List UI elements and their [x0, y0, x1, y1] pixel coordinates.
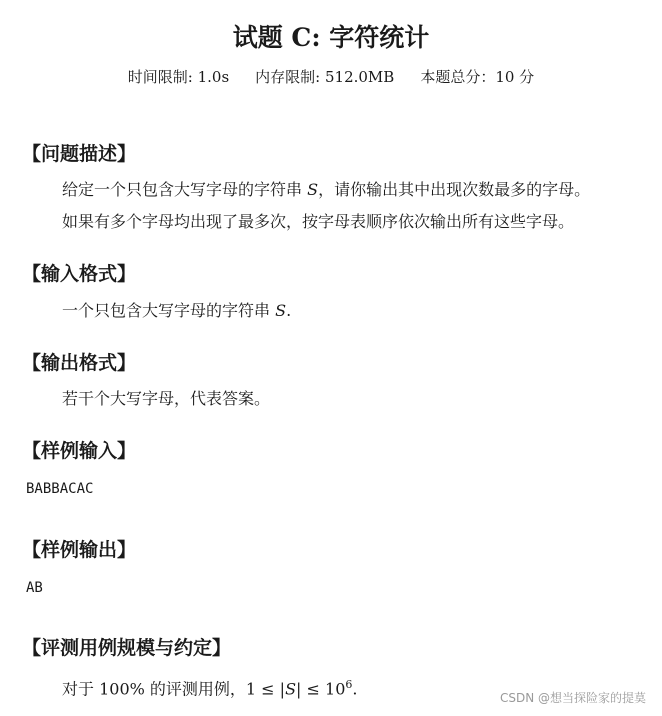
- problem-limits: [0, 66, 662, 88]
- variable-s: S: [307, 180, 319, 199]
- exponent: 6: [345, 678, 353, 691]
- total-score: 本题总分：10 分: [420, 68, 535, 86]
- variable-s: S: [275, 301, 287, 320]
- output-format-heading: 【输出格式】: [22, 352, 137, 374]
- sample-output-heading: 【样例输出】: [22, 539, 137, 561]
- sample-output-value: AB: [26, 580, 43, 596]
- description-line-2: 如果有多个字母均出现了最多次，按字母表顺序依次输出所有这些字母。: [62, 212, 575, 231]
- constraints-text: 对于 100% 的评测用例，$1 \le |S| \le 10^6$.: [62, 678, 358, 699]
- sample-input-value: BABBACAC: [26, 481, 94, 497]
- sample-input-heading: 【样例输入】: [22, 440, 137, 462]
- problem-title: 试题 C: 字符统计: [232, 23, 430, 52]
- variable-s: S: [285, 679, 297, 699]
- csdn-watermark: CSDN @想当探险家的提莫: [499, 691, 646, 705]
- output-format-text: 若干个大写字母，代表答案。: [62, 389, 271, 408]
- input-format-heading: 【输入格式】: [22, 263, 137, 285]
- description-heading: 【问题描述】: [22, 143, 137, 165]
- time-limit: 时间限制: 1.0s: [127, 68, 230, 86]
- memory-limit: 内存限制: 512.0MB: [255, 68, 395, 86]
- input-format-text: 一个只包含大写字母的字符串 S.: [62, 301, 292, 320]
- constraints-heading: 【评测用例规模与约定】: [22, 637, 232, 659]
- description-line-1: 给定一个只包含大写字母的字符串 S，请你输出其中出现次数最多的字母。: [62, 180, 591, 199]
